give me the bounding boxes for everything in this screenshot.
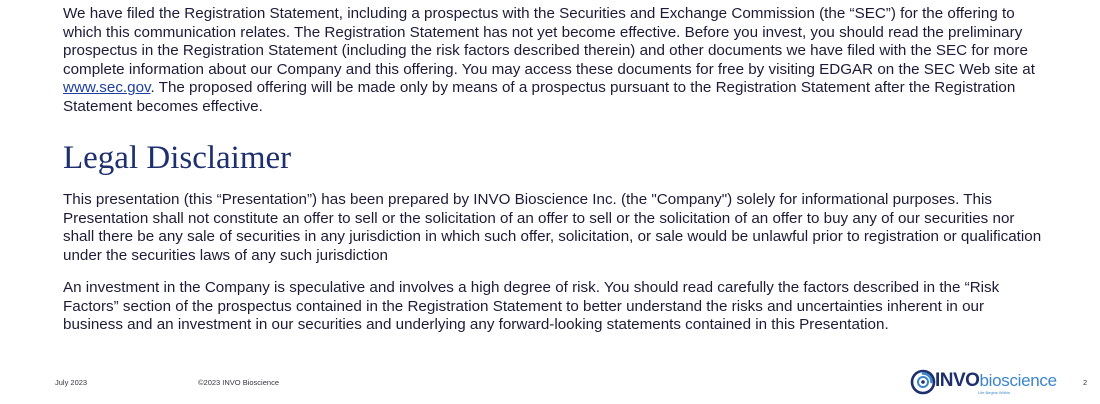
logo-wordmark-invo: INVO <box>935 370 980 391</box>
logo-wordmark-bioscience: bioscience <box>979 371 1057 390</box>
page-title: Legal Disclaimer <box>63 140 292 176</box>
disclaimer-paragraph-1: This presentation (this “Presentation”) has been prepared by INVO Bioscience Inc. (the "Company") solely for informational purposes. This Presentation shall not constitute an offer to sell or the solicitation of an offer to sell or the solicitation of an offer to buy any of our securities nor shall there be any sale of securities in any jurisdiction in which such offer, solicitation, or sale would be unlawful prior to registration or qualification under the securities laws of any such jurisdiction <box>63 191 1042 264</box>
invo-bioscience-logo <box>910 368 1057 398</box>
intro-text-after-link: . The proposed offering will be made only by means of a prospectus pursuant to the Registration Statement after the Registration Statement becomes effective. <box>63 79 1016 115</box>
intro-paragraph <box>63 5 1048 117</box>
intro-text-before-link: We have filed the Registration Statement, including a prospectus with the Securities and Exchange Commission (the “SEC”) for the offering to which this communication relates. The Registration Statement has not yet become effective. Before you invest, you should read the preliminary prospectus in the Registration Statement (including the risk factors described therein) and other documents we have filed with the SEC for more complete information about our Company and this offering. You may access these documents for free by visiting EDGAR on the SEC Web site at <box>63 5 1035 78</box>
invo-swirl-logo-icon <box>910 369 936 395</box>
sec-website-link[interactable]: www.sec.gov <box>63 79 151 97</box>
footer-date: July 2023 <box>55 378 88 387</box>
logo-tagline: Life Begins Within <box>978 390 1011 395</box>
disclaimer-paragraph-2: An investment in the Company is speculative and involves a high degree of risk. You should read carefully the factors described in the “Risk Factors” section of the prospectus contained in the Registration Statement to better understand the risks and uncertainties inherent in our business and an investment in our securities and underlying any forward-looking statements contained in this Presentation. <box>63 279 1000 334</box>
page-number: 2 <box>1083 378 1088 387</box>
footer-copyright: ©2023 INVO Bioscience <box>198 378 279 387</box>
